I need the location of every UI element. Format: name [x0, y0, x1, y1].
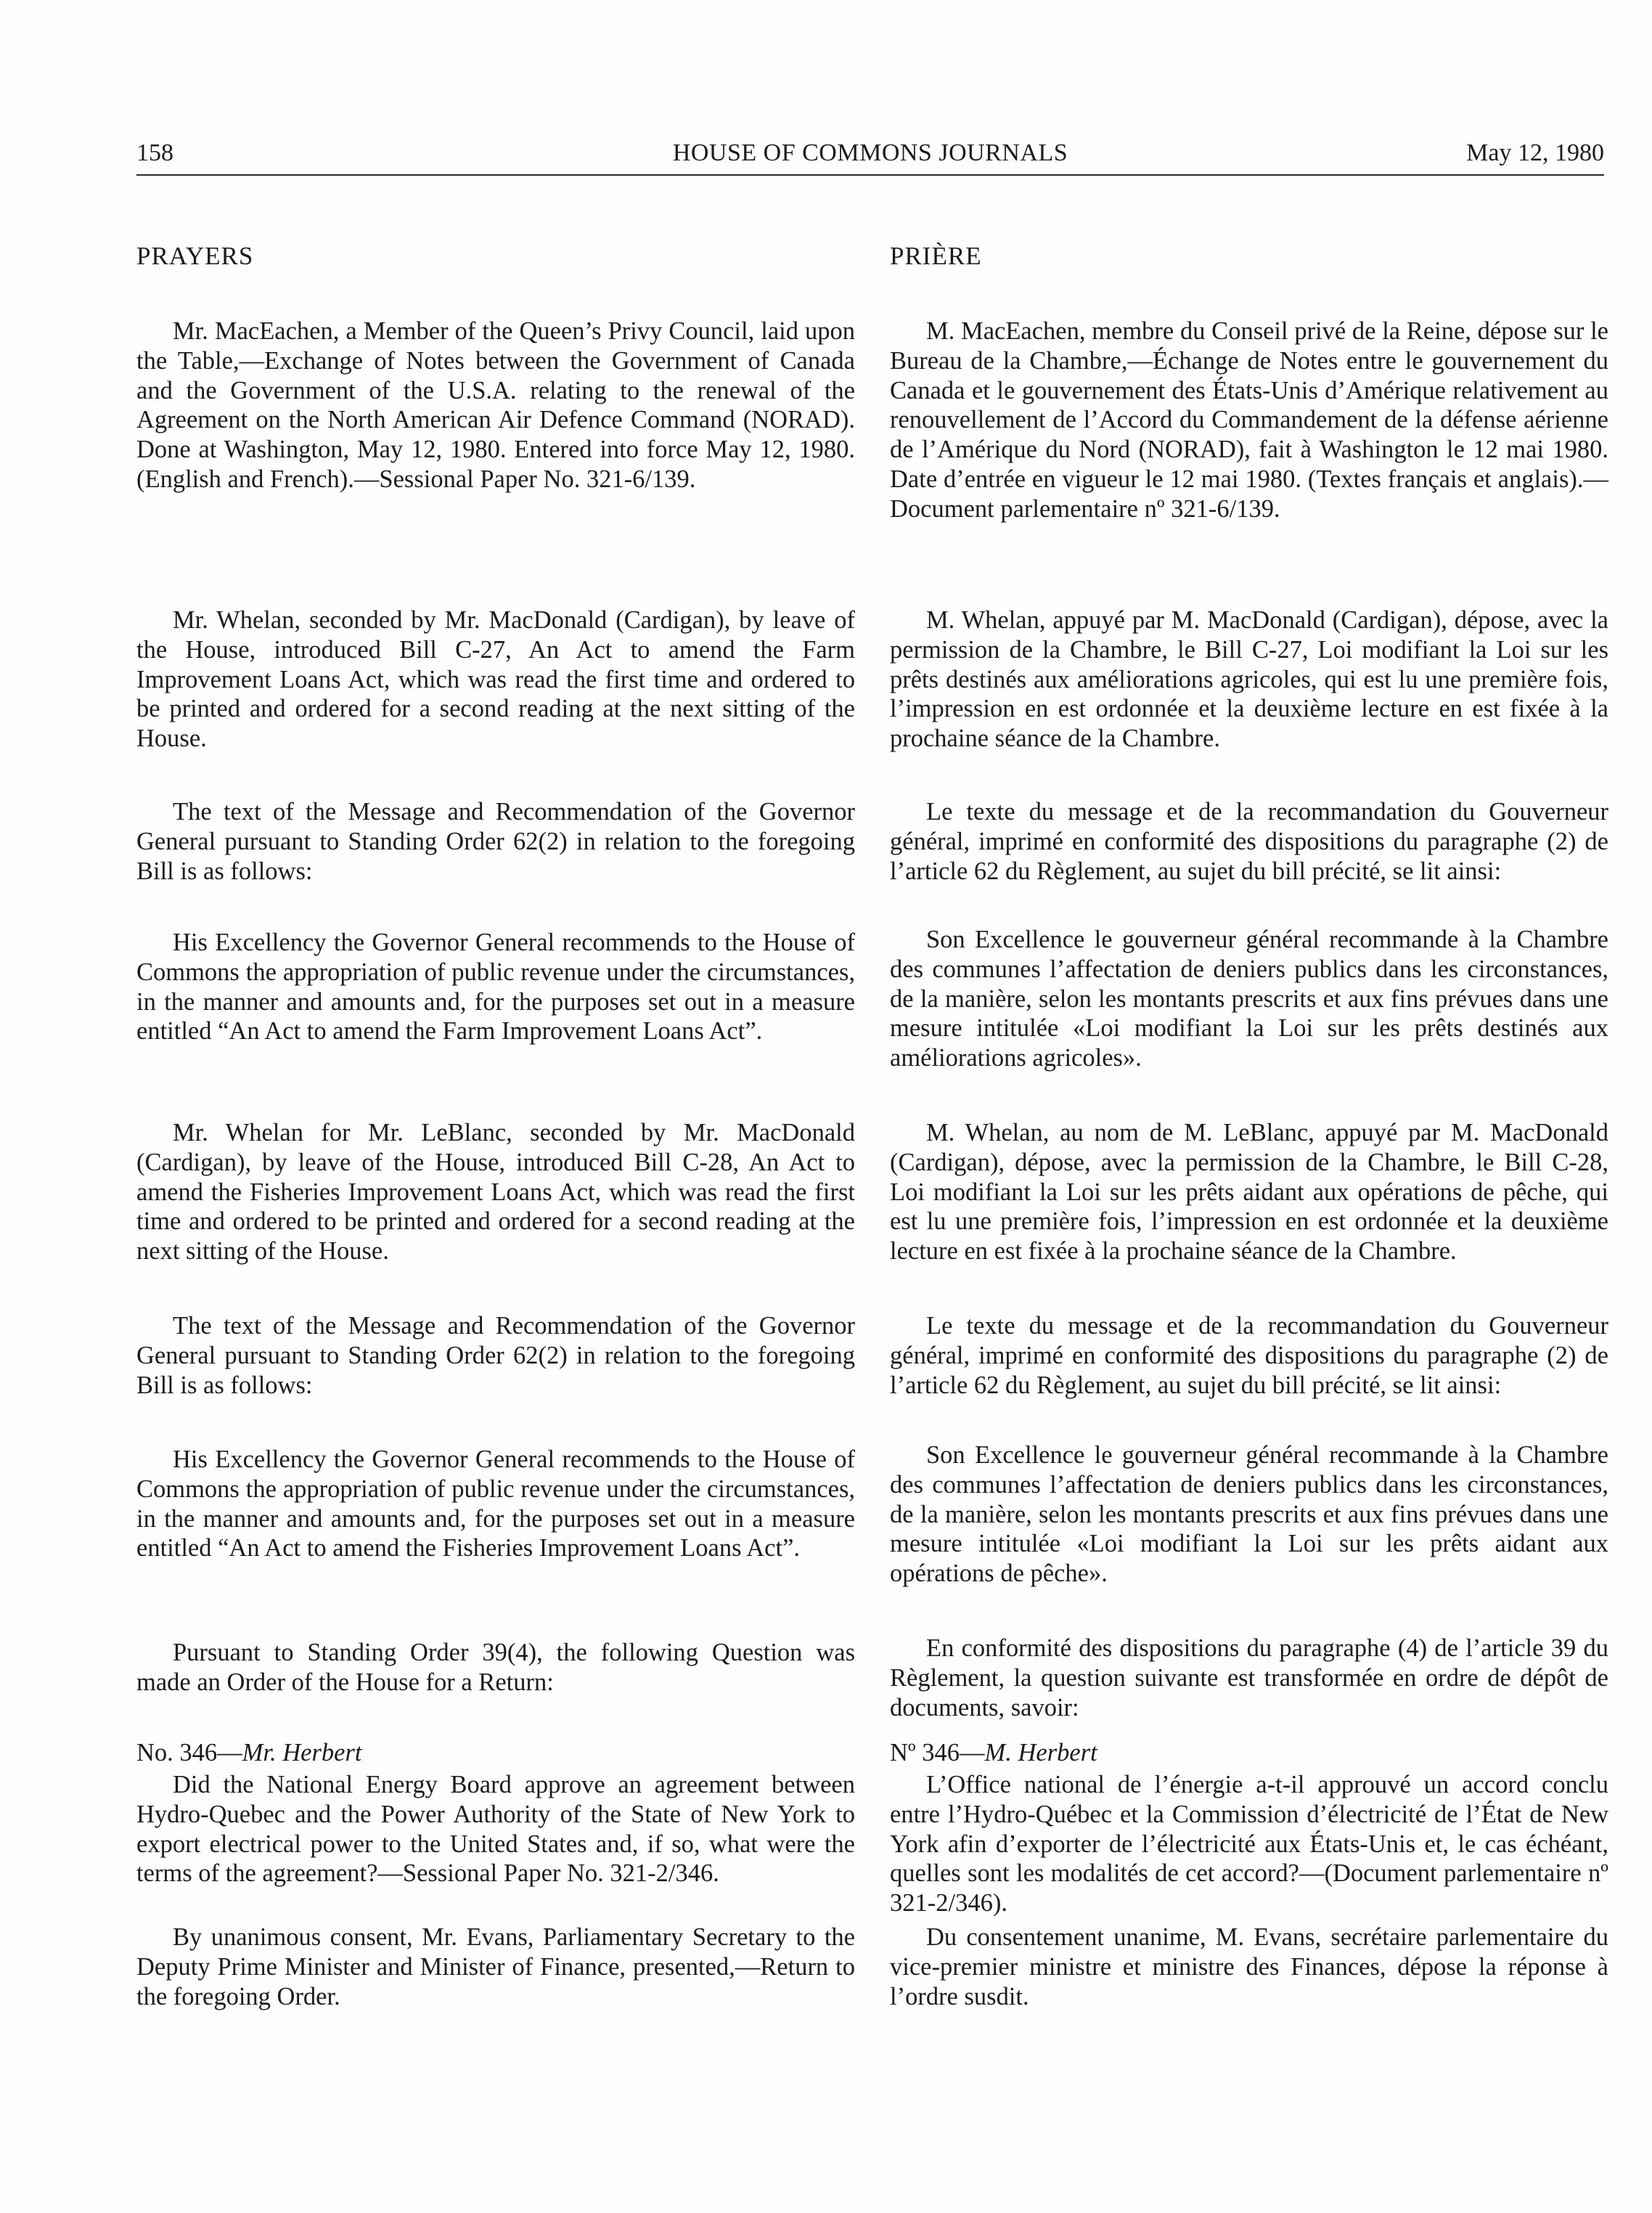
header-rule — [136, 174, 1604, 176]
paragraph-recommendation-1: His Excellency the Governor General recommends to the House of Commons the appropriation of public revenue under the circumstances, in the manner and amounts and, for the purposes set out in a measure entitled “An Act to amend the Farm Improvement Loans Act”. — [136, 929, 855, 1046]
question-number: No. 346— — [136, 1739, 242, 1766]
paragraph-return-presented: By unanimous consent, Mr. Evans, Parliamentary Secretary to the Deputy Prime Minister and Minister of Finance, presented,—Return to the foregoing Order. — [136, 1923, 855, 2010]
paragraph-message-intro-2: The text of the Message and Recommendation of the Governor General pursuant to Standing Order 62(2) in relation to the foregoing Bill is as follows: — [136, 1312, 855, 1399]
paragraph-norad-paper: Mr. MacEachen, a Member of the Queen’s Privy Council, laid upon the Table,—Exchange of Notes between the Government of Canada and the Government of the U.S.A. relating to the renewal of the Agreement on the North American Air Defence Command (NORAD). Done at Washington, May 12, 1980. Entered into force May 12, 1980. (English and French).—Sessional Paper No. 321-6/139. — [136, 317, 855, 493]
paragraphe-recommandation-2: Son Excellence le gouverneur général recommande à la Chambre des communes l’affectation de deniers publics dans les circonstances, de la manière, selon les montants prescrits et aux fins prévues dans une mesure intitulée «Loi modifiant la Loi sur les prêts aidant aux opérations de pêche». — [890, 1441, 1608, 1588]
paragraphe-bill-c27: M. Whelan, appuyé par M. MacDonald (Cardigan), dépose, avec la permission de la Chambre, le Bill C-27, Loi modifiant la Loi sur les prêts destinés aux améliorations agricoles, qui est lu une première fois, l’impression en est ordonnée et la deuxième lecture en est fixée à la prochaine séance de la Chambre. — [890, 606, 1608, 753]
question-titre — [890, 1738, 1608, 1768]
paragraph-bill-c28: Mr. Whelan for Mr. LeBlanc, seconded by Mr. MacDonald (Cardigan), by leave of the House, introduced Bill C-28, An Act to amend the Fisheries Improvement Loans Act, which was read the first time and ordered to be printed and ordered for a second reading at the next sitting of the House. — [136, 1119, 855, 1266]
paragraphe-message-intro-1: Le texte du message et de la recommandation du Gouverneur général, imprimé en conformité des dispositions du paragraphe (2) de l’article 62 du Règlement, au sujet du bill précité, se lit ainsi: — [890, 798, 1608, 885]
paragraphe-reponse-deposee: Du consentement unanime, M. Evans, secrétaire parlementaire du vice-premier ministre et ministre des Finances, dépose la réponse à l’ordre susdit. — [890, 1923, 1608, 2010]
paragraphe-recommandation-1: Son Excellence le gouverneur général recommande à la Chambre des communes l’affectation de deniers publics dans les circonstances, de la manière, selon les montants prescrits et aux fins prévues dans une mesure intitulée «Loi modifiant la Loi sur les prêts destinés aux améliorations agricoles». — [890, 926, 1608, 1072]
question-numero: Nº 346— — [890, 1739, 985, 1766]
question-depute: M. Herbert — [984, 1739, 1097, 1766]
paragraph-question-text: Did the National Energy Board approve an agreement between Hydro-Quebec and the Power Authority of the State of New York to export electrical power to the United States and, if so, what were the terms of the agreement?—Sessional Paper No. 321-2/346. — [136, 1771, 855, 1888]
paragraph-bill-c27: Mr. Whelan, seconded by Mr. MacDonald (Cardigan), by leave of the House, introduced Bill C-27, An Act to amend the Farm Improvement Loans Act, which was read the first time and ordered to be printed and ordered for a second reading at the next sitting of the House. — [136, 606, 855, 753]
paragraphe-question-texte: L’Office national de l’énergie a-t-il approuvé un accord conclu entre l’Hydro-Québec et la Commission d’électricité de l’État de New York afin d’exporter de l’électricité aux États-Unis et, le cas échéant, quelles sont les modalités de cet accord?—(Document parlementaire nº 321-2/346). — [890, 1771, 1608, 1917]
paragraph-recommendation-2: His Excellency the Governor General recommends to the House of Commons the appropriation of public revenue under the circumstances, in the manner and amounts and, for the purposes set out in a measure entitled “An Act to amend the Fisheries Improvement Loans Act”. — [136, 1446, 855, 1562]
section-heading-priere: PRIÈRE — [890, 242, 982, 270]
running-head — [136, 135, 1604, 171]
paragraphe-ordre-depot: En conformité des dispositions du paragraphe (4) de l’article 39 du Règlement, la question suivante est transformée en ordre de dépôt de documents, savoir: — [890, 1634, 1608, 1721]
paragraphe-bill-c28: M. Whelan, au nom de M. LeBlanc, appuyé par M. MacDonald (Cardigan), dépose, avec la permission de la Chambre, le Bill C-28, Loi modifiant la Loi sur les prêts aidant aux opérations de pêche, qui est lu une première fois, l’impression en est ordonnée et la deuxième lecture en est fixée à la prochaine séance de la Chambre. — [890, 1119, 1608, 1266]
journal-title: HOUSE OF COMMONS JOURNALS — [672, 139, 1068, 166]
paragraph-message-intro-1: The text of the Message and Recommendation of the Governor General pursuant to Standing Order 62(2) in relation to the foregoing Bill is as follows: — [136, 798, 855, 885]
paragraph-question-order: Pursuant to Standing Order 39(4), the following Question was made an Order of the House for a Return: — [136, 1639, 855, 1696]
paragraphe-message-intro-2: Le texte du message et de la recommandation du Gouverneur général, imprimé en conformité des dispositions du paragraphe (2) de l’article 62 du Règlement, au sujet du bill précité, se lit ainsi: — [890, 1312, 1608, 1399]
question-member: Mr. Herbert — [242, 1739, 362, 1766]
section-heading-prayers: PRAYERS — [136, 242, 254, 270]
paragraphe-norad-document: M. MacEachen, membre du Conseil privé de la Reine, dépose sur le Bureau de la Chambre,—Échange de Notes entre le gouvernement du Canada et le gouvernement des États-Unis d’Amérique relativement au renouvellement de l’Accord du Commandement de la défense aérienne de l’Amérique du Nord (NORAD), fait à Washington le 12 mai 1980. Date d’entrée en vigueur le 12 mai 1980. (Textes français et anglais).—Document parlementaire nº 321-6/139. — [890, 317, 1608, 523]
page-number: 158 — [136, 139, 173, 166]
question-title — [136, 1738, 855, 1768]
journal-date: May 12, 1980 — [1466, 139, 1604, 166]
